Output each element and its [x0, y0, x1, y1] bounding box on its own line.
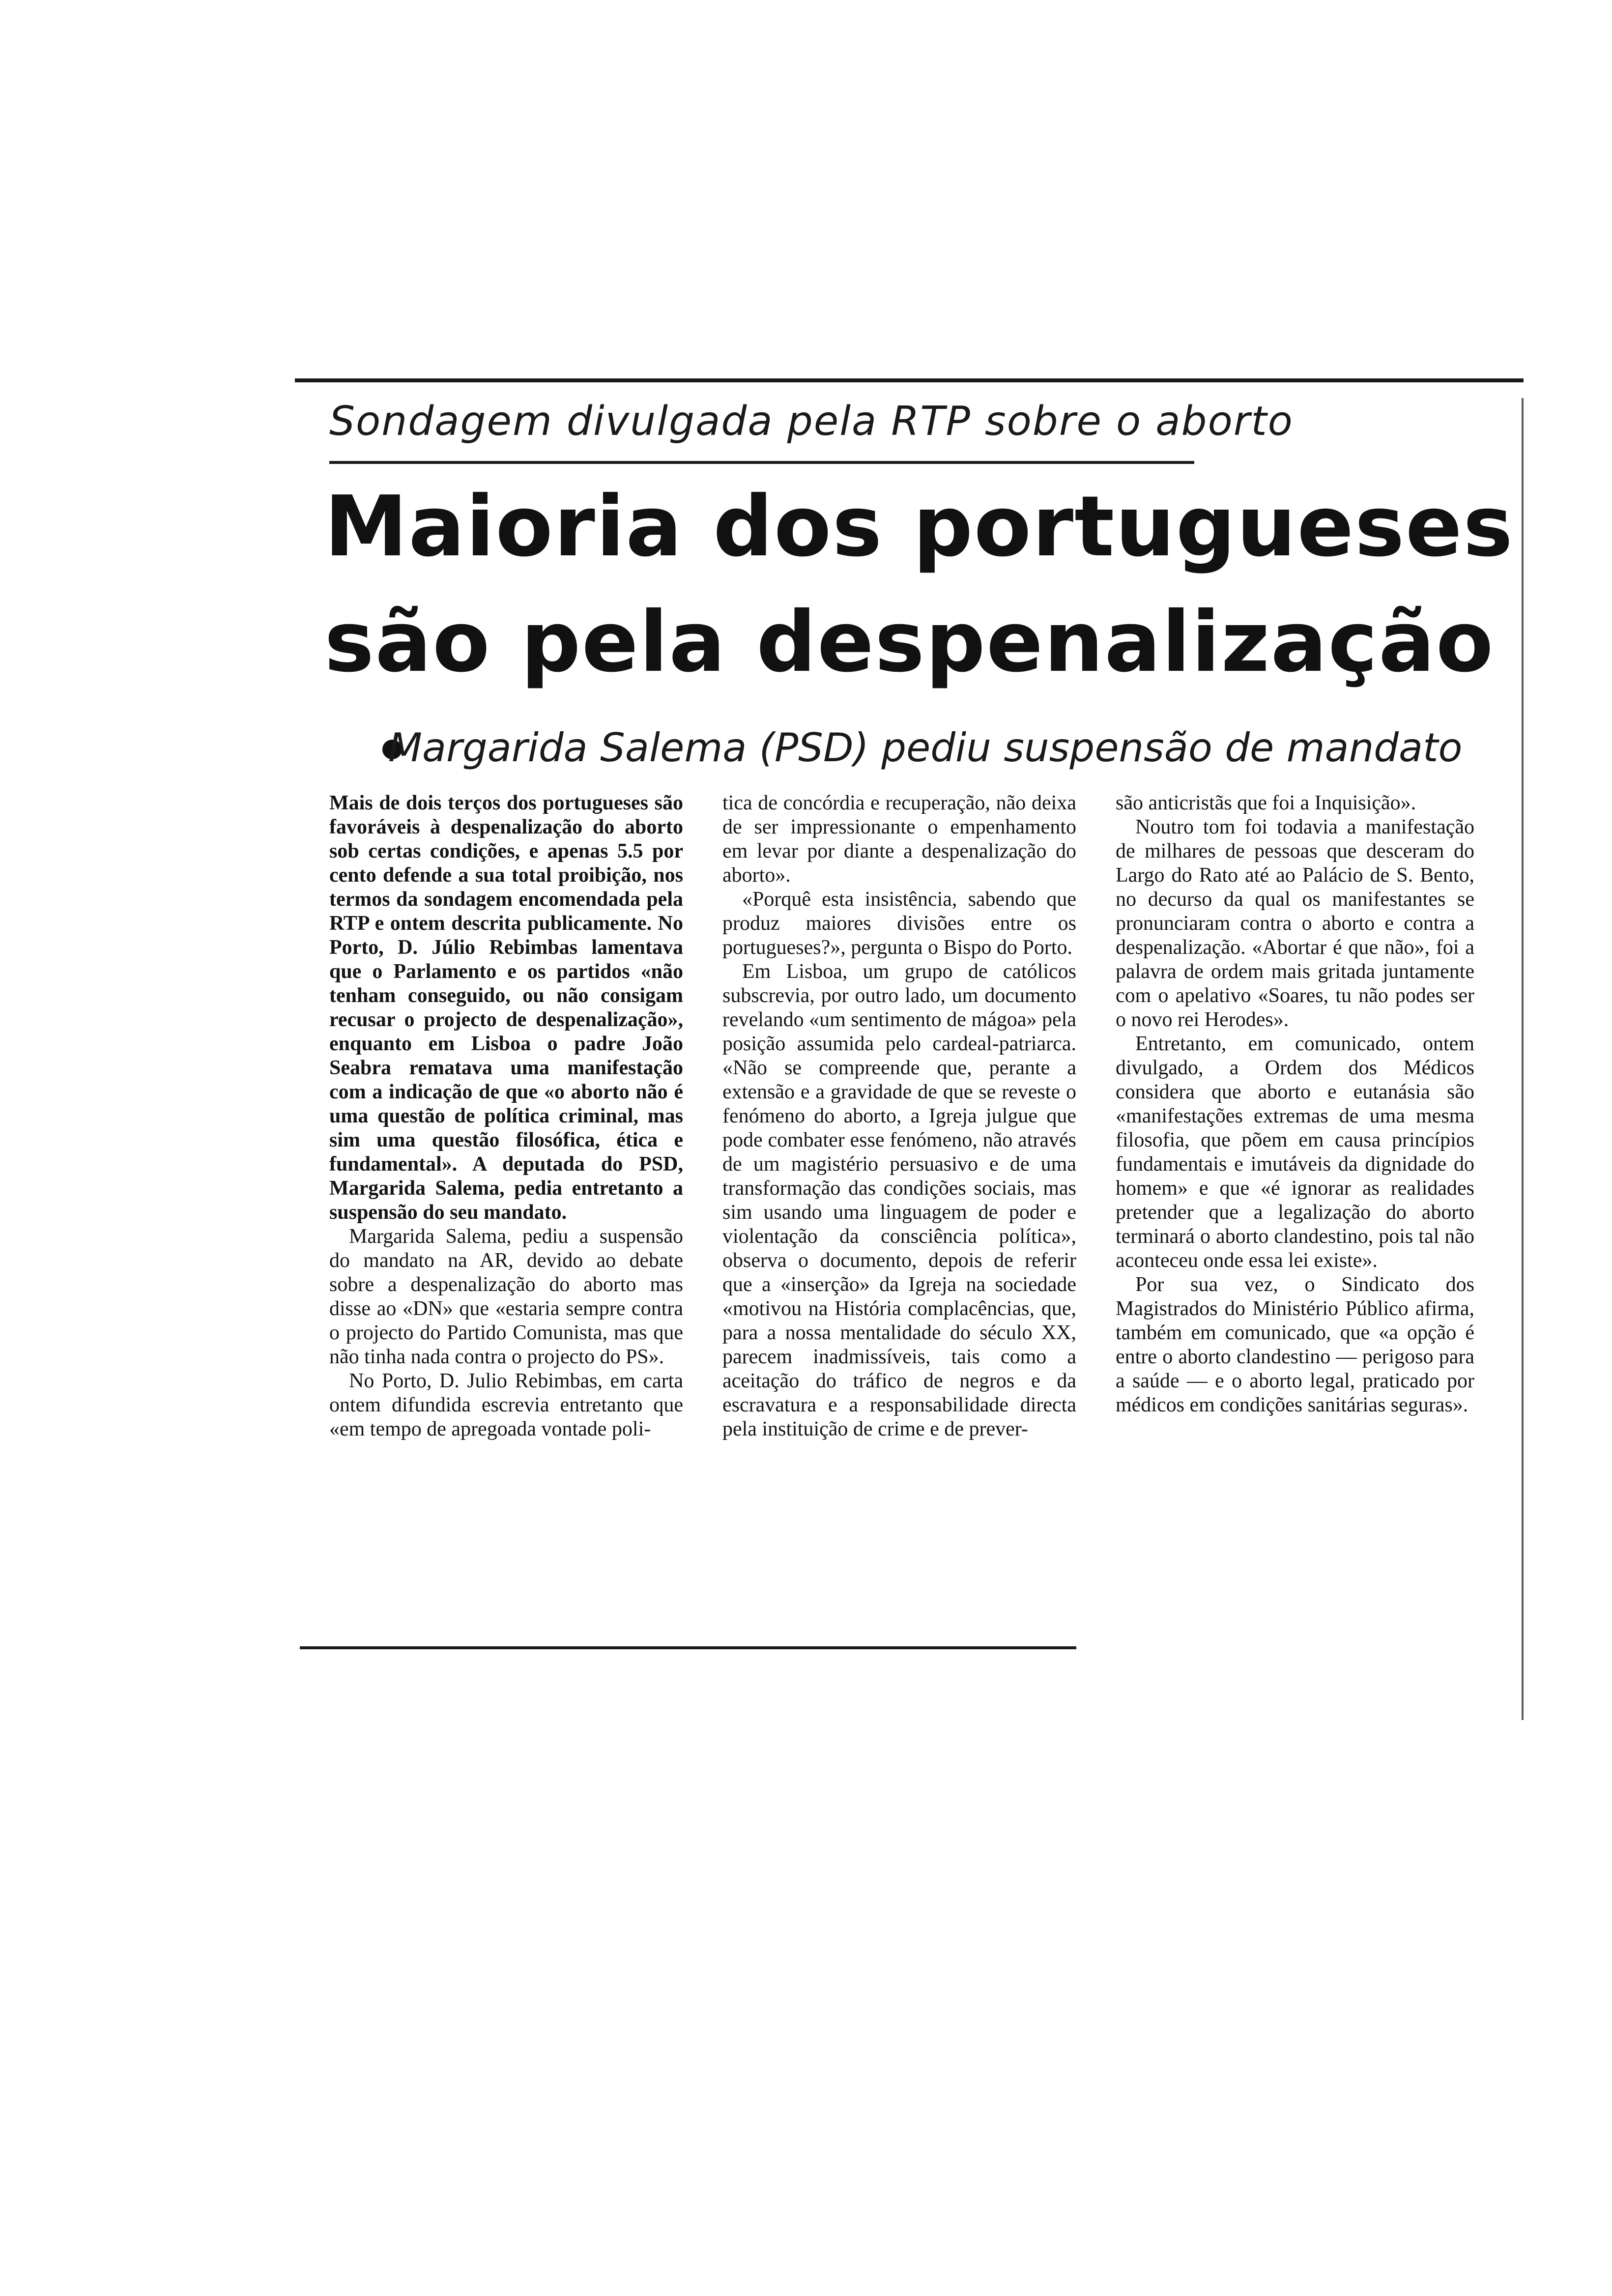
headline [324, 469, 1514, 700]
right-rule [1522, 398, 1524, 1720]
paragraph-continued: tica de concórdia e recuperação, não deixa de ser impressionante o empenhamento em levar por diante a despenalização do aborto». [722, 792, 1076, 887]
paragraph: Entretanto, em comunicado, ontem divulgado, a Ordem dos Médicos considera que aborto e eutanásia são «manifestações extremas de uma mesma filosofia, que põem em causa princípios fundamentais e imutáveis da dignidade do homem» e que «é ignorar as realidades pretender que a legalização do aborto terminará o aborto clandestino, pois tal não aconteceu onde essa lei existe». [1116, 1033, 1474, 1272]
bottom-rule [300, 1646, 1076, 1649]
paragraph: Margarida Salema, pediu a suspensão do mandato na AR, devido ao debate sobre a despenalização do aborto mas disse ao «DN» que «estaria sempre contra o projecto do Partido Comunista, mas que não tinha nada contra o projecto do PS». [329, 1225, 683, 1368]
paragraph: No Porto, D. Julio Rebimbas, em carta ontem difundida escrevia entretanto que «em tempo de apregoada vontade poli- [329, 1370, 683, 1440]
kicker-line: Sondagem divulgada pela RTP sobre o aborto [329, 398, 1294, 445]
kicker-underline [329, 461, 1194, 464]
paragraph-continued: são anticristãs que foi a Inquisição». [1116, 792, 1416, 814]
subheadline: Margarida Salema (PSD) pediu suspensão de mandato [388, 725, 1463, 771]
column-1 [329, 791, 683, 1441]
lead-paragraph: Mais de dois terços dos portugueses são favoráveis à despenalização do aborto sob certas condições, e apenas 5.5 por cento defende a sua total proibição, nos termos da sondagem encomendada pela RTP e ontem descrita publicamente. No Porto, D. Júlio Rebimbas lamentava que o Parlamento e os partidos «não tenham conseguido, ou não consigam recusar o projecto de despenalização», enquanto em Lisboa o padre João Seabra rematava uma manifestação com a indicação de que «o aborto não é uma questão de política criminal, mas sim uma questão filosófica, ética e fundamental». A deputada do PSD, Margarida Salema, pedia entretanto a suspensão do seu mandato. [329, 792, 683, 1224]
headline-line-1: Maioria dos portugueses [324, 478, 1514, 575]
paragraph: Por sua vez, o Sindicato dos Magistrados do Ministério Público afirma, também em comunicado, que «a opção é entre o aborto clandestino — perigoso para a saúde — e o aborto legal, praticado por médicos em condições sanitárias seguras». [1116, 1273, 1474, 1416]
paragraph: «Porquê esta insistência, sabendo que produz maiores divisões entre os portugueses?», pergunta o Bispo do Porto. [722, 888, 1076, 959]
top-rule [295, 378, 1524, 382]
column-3 [1116, 791, 1474, 1417]
headline-line-2: são pela despenalização [324, 594, 1495, 691]
paragraph: Noutro tom foi todavia a manifestação de milhares de pessoas que desceram do Largo do Rato até ao Palácio de S. Bento, no decurso da qual os manifestantes se pronunciaram contra o aborto e contra a despenalização. «Abortar é que não», foi a palavra de ordem mais gritada juntamente com o apelativo «Soares, tu não podes ser o novo rei Herodes». [1116, 816, 1474, 1031]
paragraph: Em Lisboa, um grupo de católicos subscrevia, por outro lado, um documento revelando «um sentimento de mágoa» pela posição assumida pelo cardeal-patriarca. «Não se compreende que, perante a extensão e a gravidade de que se reveste o fenómeno do aborto, a Igreja julgue que pode combater esse fenómeno, não através de um magistério persuasivo e de uma transformação das condições sociais, mas sim usando uma linguagem de poder e violentação da consciência política», observa o documento, depois de referir que a «inserção» da Igreja na sociedade «motivou na História complacências, que, para a nossa mentalidade do século XX, parecem inadmissíveis, tais como a aceitação do tráfico de negros e da escravatura e a responsabilidade directa pela instituição de crime e de prever- [722, 960, 1076, 1440]
column-2 [722, 791, 1076, 1441]
newspaper-clipping [295, 378, 1524, 1720]
